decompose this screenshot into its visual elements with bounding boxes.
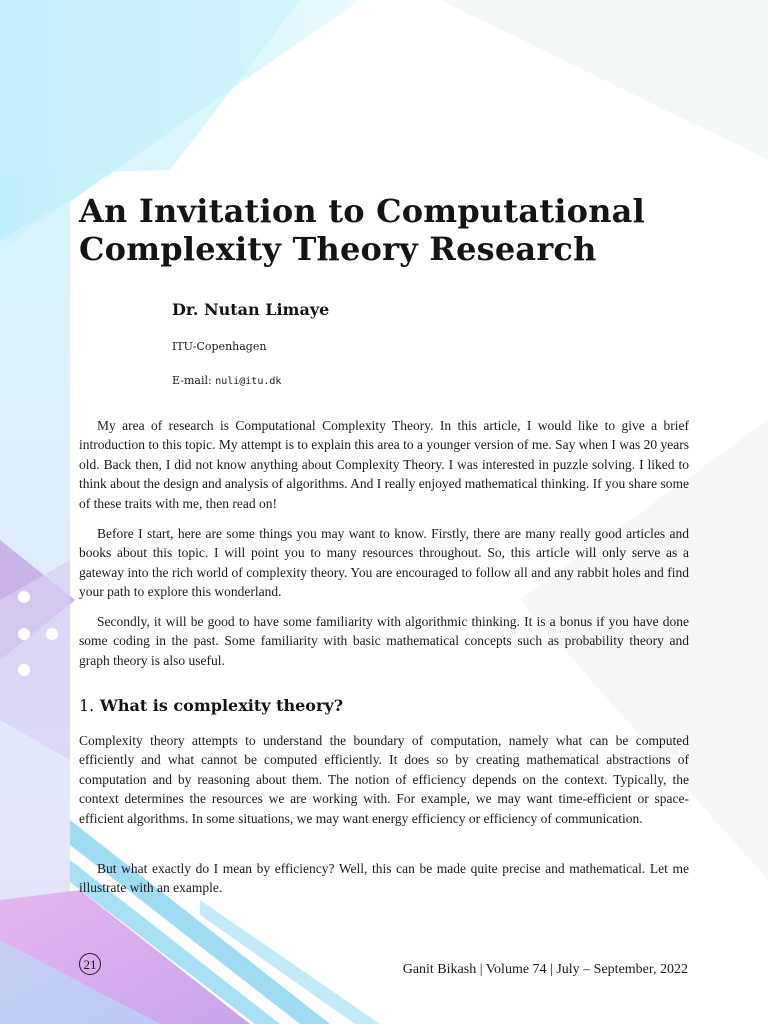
paragraph-secondly: Secondly, it will be good to have some familiarity with algorithmic thinking. It is a bonus if you have done some coding in the past. Some familiarity with basic mathematical concepts such as probability theory and graph theory is also useful.	[79, 614, 689, 668]
section-title: What is complexity theory?	[99, 696, 344, 715]
author-email	[172, 374, 281, 387]
paragraph-intro: My area of research is Computational Complexity Theory. In this article, I would like to give a brief introduction to this topic. My attempt is to explain this area to a younger version of me. Say when I was 20 years old. Back then, I did not know anything about Complexity Theory. I was interested in puzzle solving. I liked to think about the design and analysis of algorithms. And I really enjoyed mathematical thinking. If you share some of these traits with me, then read on!	[79, 418, 689, 511]
author-name: Dr. Nutan Limaye	[172, 300, 330, 319]
page-number: 21	[79, 953, 101, 975]
paragraph-complexity-theory: Complexity theory attempts to understand the boundary of computation, namely what can be computed efficiently and what cannot be computed efficiently. It does so by creating mathematical abstractions of computation and by reasoning about them. The notion of efficiency depends on the context. Typically, the context determines the resources we are working with. For example, we may want time-efficient or space-efficient algorithms. In some situations, we may want energy efficiency or efficiency of communication.	[79, 733, 689, 826]
article-title	[79, 192, 719, 268]
section-heading	[79, 696, 343, 715]
journal-footer: Ganit Bikash | Volume 74 | July – September, 2022	[402, 962, 688, 977]
paragraph-before-start: Before I start, here are some things you may want to know. Firstly, there are many really good articles and books about this topic. I will point you to many resources throughout. So, this article will only serve as a gateway into the rich world of complexity theory. You are encouraged to follow all and any rabbit holes and find your path to explore this wonderland.	[79, 526, 689, 600]
author-affiliation: ITU-Copenhagen	[172, 340, 267, 353]
email-label: E-mail:	[172, 374, 212, 387]
email-address[interactable]: nuli@itu.dk	[215, 376, 282, 387]
section-number: 1.	[79, 696, 95, 715]
title-line-2: Complexity Theory Research	[79, 230, 597, 268]
paragraph-efficiency: But what exactly do I mean by efficiency? Well, this can be made quite precise and mathematical. Let me illustrate with an example.	[79, 861, 689, 896]
title-line-1: An Invitation to Computational	[79, 192, 645, 230]
